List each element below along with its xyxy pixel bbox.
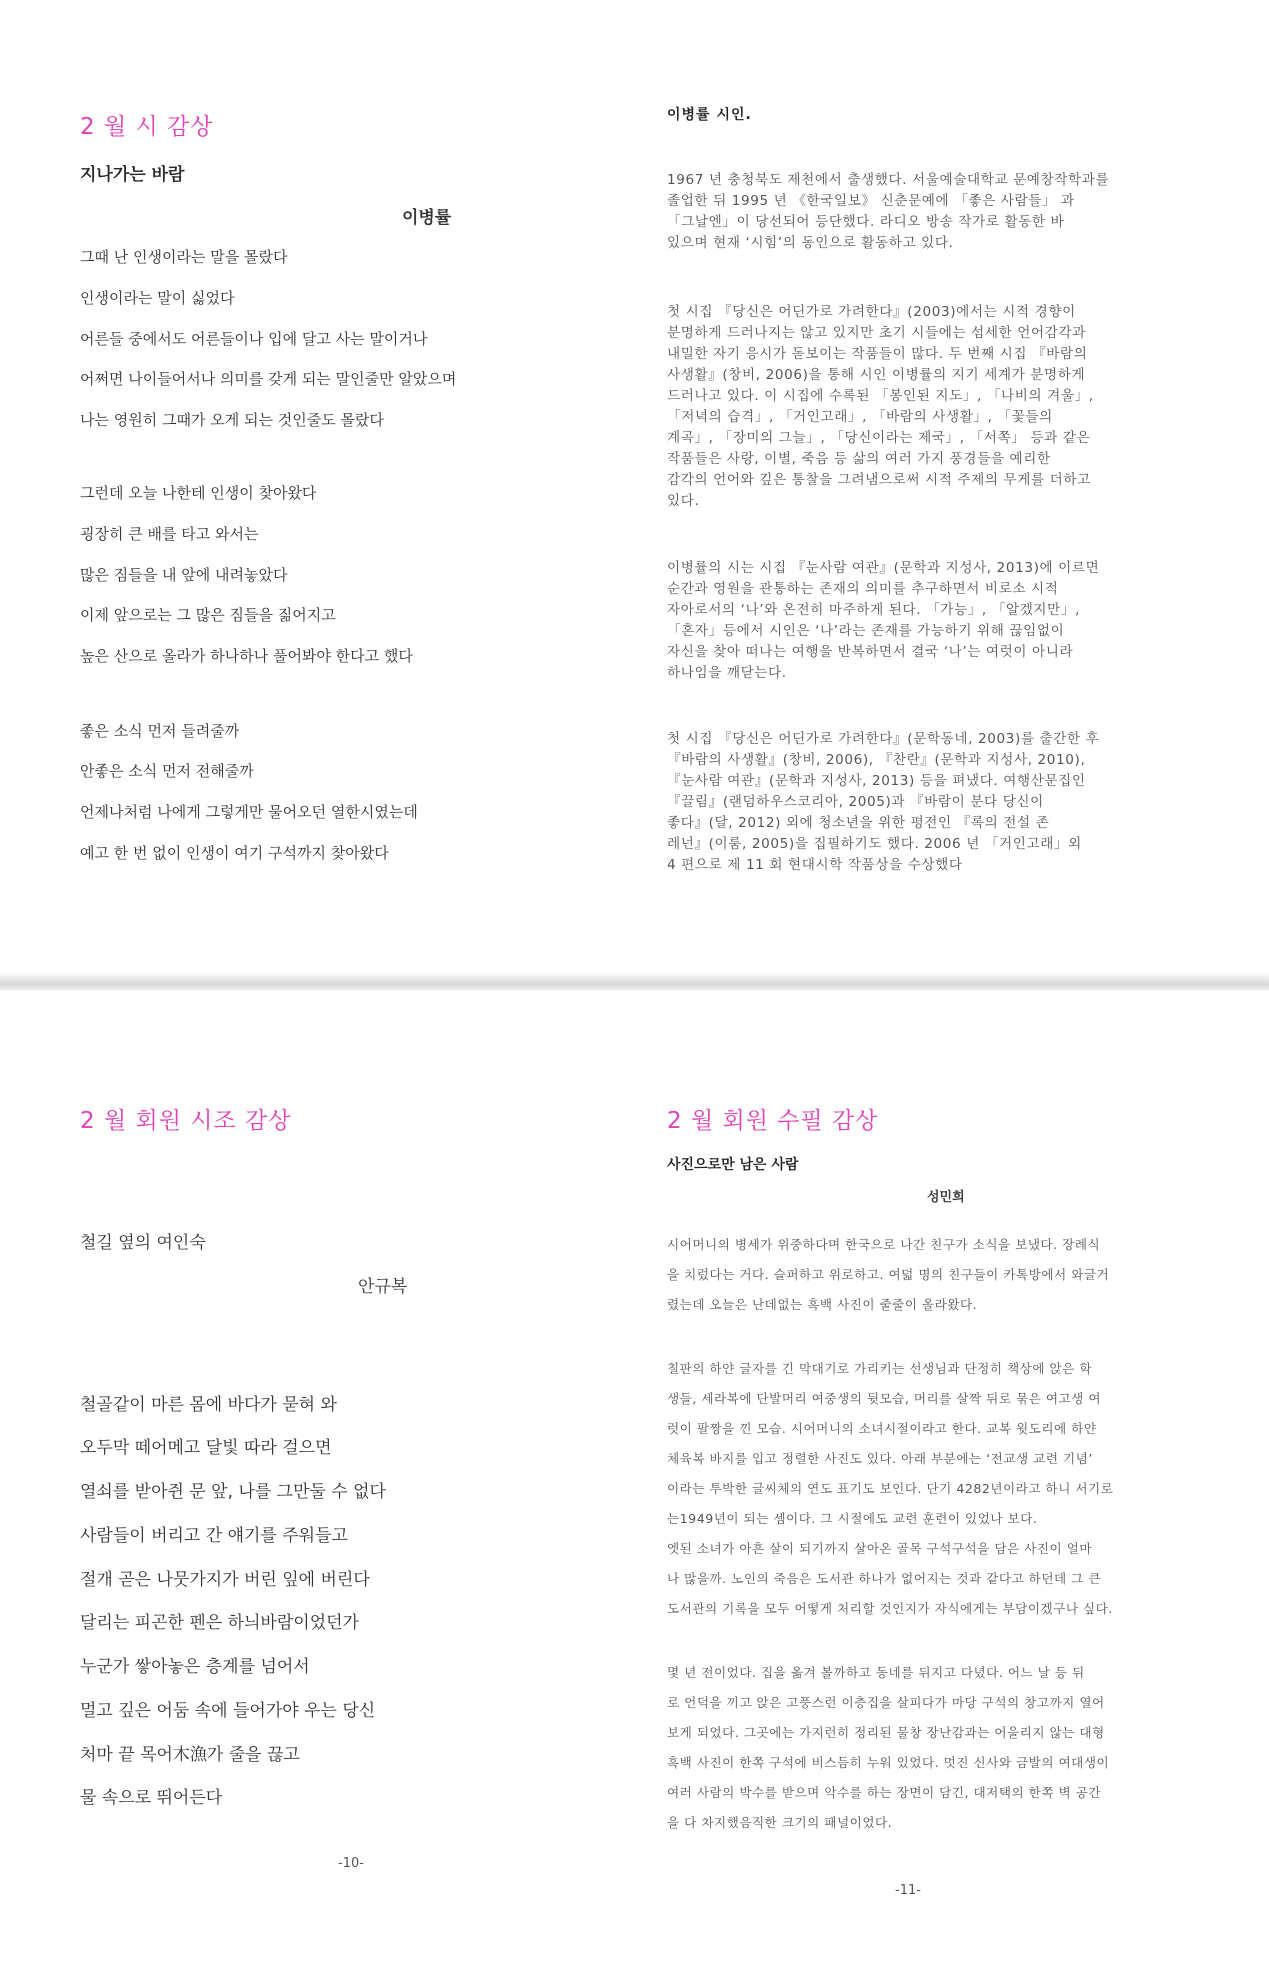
bio-paragraph-3: 이병률의 시는 시집 『눈사람 여관』(문학과 지성사, 2013)에 이르면 순간과 영원을 관통하는 존재의 의미를 추구하면서 비로소 시적 자아로서의 ‘나’와 온전히 마주하게 된다. 「가능」, 「알겠지만」, 「혼자」등에서 시인은 ‘나’라는 존재를 가능하기 위해 끊임없이 자신을 찾아 떠나는 여행을 반복하면서 결국 ‘나’는 여럿이 아니라 하나임을 깨닫는다. bbox=[667, 560, 1100, 681]
sijo-title: 철길 옆의 여인숙 bbox=[80, 1233, 206, 1253]
bottom-page-spread bbox=[0, 990, 1269, 1973]
poem-line: 언제나처럼 나에게 그렇게만 물어오던 열한시였는데 bbox=[80, 803, 418, 821]
top-page-spread bbox=[0, 0, 1269, 978]
poem-line: 좋은 소식 먼저 들려줄까 bbox=[80, 722, 240, 740]
sijo-line: 멀고 깊은 어둠 속에 들어가야 우는 당신 bbox=[80, 1701, 376, 1721]
sijo-line: 오두막 떼어메고 달빛 따라 걸으면 bbox=[80, 1438, 332, 1458]
essay-author: 성민희 bbox=[927, 1190, 965, 1205]
sijo-line: 물 속으로 뛰어든다 bbox=[80, 1788, 223, 1808]
section-title: 2 월 회원 수필 감상 bbox=[667, 1108, 879, 1134]
poem-line: 높은 산으로 올라가 하나하나 풀어봐야 한다고 했다 bbox=[80, 647, 413, 665]
sijo-column bbox=[80, 990, 600, 1973]
sijo-line: 누군가 쌓아놓은 층계를 넘어서 bbox=[80, 1657, 310, 1677]
section-title: 2 월 시 감상 bbox=[80, 114, 214, 140]
poem-line: 안좋은 소식 먼저 전해줄까 bbox=[80, 762, 254, 780]
sijo-line: 달리는 피곤한 펜은 하늬바람이었던가 bbox=[80, 1613, 359, 1633]
sijo-author: 안규복 bbox=[358, 1277, 408, 1297]
poem-line: 예고 한 번 없이 인생이 여기 구석까지 찾아왔다 bbox=[80, 844, 389, 862]
sijo-line: 절개 곧은 나뭇가지가 버린 잎에 버린다 bbox=[80, 1570, 370, 1590]
bio-paragraph-1: 1967 년 충청북도 제천에서 출생했다. 서울예술대학교 문예창작학과를 졸업한 뒤 1995 년 《한국일보》 신춘문예에 「좋은 사람들」 과 「그날엔」이 당선되어 등단했다. 라디오 방송 작가로 활동한 바 있으며 현재 ‘시힘’의 동인으로 활동하고 있다. bbox=[667, 172, 1110, 251]
poem-line: 그런데 오늘 나한테 인생이 찾아왔다 bbox=[80, 484, 317, 502]
sijo-line: 처마 끝 목어木漁가 줄을 끊고 bbox=[80, 1745, 300, 1765]
poem-title: 지나가는 바람 bbox=[80, 165, 185, 185]
essay-paragraph-3: 몇 년 전이었다. 집을 옮겨 볼까하고 동네를 뒤지고 다녔다. 어느 날 등 뒤 로 언덕을 끼고 앉은 고풍스런 이층집을 살피다가 마당 구석의 창고까지 열어 보게 되었다. 그곳에는 가지런히 정리된 물창 장난감과는 어울리지 않는 대형 흑백 사진이 한쪽 구석에 비스듬히 누워 있었다. 멋진 신사와 금발의 여대생이 여러 사람의 박수를 받으며 악수를 하는 장면이 담긴, 대저택의 한쪽 벽 공간 을 다 차지했음직한 크기의 패널이었다. bbox=[667, 1665, 1110, 1830]
sijo-line: 열쇠를 받아쥔 문 앞, 나를 그만둘 수 없다 bbox=[80, 1482, 386, 1502]
poem-line: 어른들 중에서도 어른들이나 입에 달고 사는 말이거나 bbox=[80, 330, 428, 348]
essay-paragraph-1: 시어머니의 병세가 위중하다며 한국으로 나간 친구가 소식을 보냈다. 장례식 을 치렀다는 거다. 슬퍼하고 위로하고. 여덟 명의 친구들이 카톡방에서 와글거 렸는데 오늘은 난데없는 흑백 사진이 줄줄이 올라왔다. bbox=[667, 1237, 1110, 1312]
bio-heading: 이병률 시인. bbox=[667, 107, 752, 123]
poet-bio-column bbox=[667, 0, 1207, 900]
poem-column bbox=[80, 0, 600, 900]
sijo-line: 철골같이 마른 몸에 바다가 묻혀 와 bbox=[80, 1395, 337, 1415]
page-number: -10- bbox=[338, 1856, 364, 1871]
poem-line: 이제 앞으로는 그 많은 짐들을 짊어지고 bbox=[80, 606, 336, 624]
poem-line: 많은 짐들을 내 앞에 내려놓았다 bbox=[80, 566, 288, 584]
poem-line: 인생이라는 말이 싫었다 bbox=[80, 289, 235, 307]
essay-column bbox=[667, 990, 1207, 1973]
poem-line: 굉장히 큰 배를 타고 와서는 bbox=[80, 525, 259, 543]
bio-paragraph-4: 첫 시집 『당신은 어딘가로 가려한다』(문학동네, 2003)를 출간한 후 『바람의 사생활』(창비, 2006), 『찬란』(문학과 지성사, 2010), 『눈사람 여관』(문학과 지성사, 2013) 등을 펴냈다. 여행산문집인 『끌림』(랜덤하우스코리아, 2005)과 『바람이 분다 당신이 좋다』(달, 2012) 외에 청소년을 위한 평전인 『록의 전설 존 레넌』(이룸, 2005)을 집필하기도 했다. 2006 년 「거인고래」외 4 편으로 제 11 회 현대시학 작품상을 수상했다 bbox=[667, 731, 1100, 873]
section-title: 2 월 회원 시조 감상 bbox=[80, 1108, 292, 1134]
poem-line: 어쩌면 나이들어서나 의미를 갖게 되는 말인줄만 알았으며 bbox=[80, 370, 457, 388]
essay-paragraph-2: 칠판의 하얀 글자를 긴 막대기로 가리키는 선생님과 단정히 책상에 앉은 학 생들, 세라복에 단발머리 여중생의 뒷모습, 머리를 살짝 뒤로 묶은 여고생 여 럿이 팔짱을 낀 모습. 시어머니의 소녀시절이라고 한다. 교복 윗도리에 하얀 체육복 바지를 입고 정렬한 사진도 있다. 아래 부분에는 ‘전교생 교련 기념’ 이라는 투박한 글씨체의 연도 표기도 보인다. 단기 4282년이라고 하니 서기로 는1949년이 되는 셈이다. 그 시절에도 교련 훈련이 있었나 보다. 엣된 소녀가 아흔 살이 되기까지 살아온 골목 구석구석을 담은 사진이 얼마 나 많을까. 노인의 죽음은 도서관 하나가 없어지는 것과 같다고 하던데 그 큰 도서관의 기록을 모두 어떻게 처리할 것인지가 자식에게는 부담이겠구나 싶다. bbox=[667, 1361, 1114, 1616]
page-number: -11- bbox=[895, 1883, 921, 1898]
sijo-line: 사람들이 버리고 간 얘기를 주워들고 bbox=[80, 1526, 348, 1546]
bio-paragraph-2: 첫 시집 『당신은 어딘가로 가려한다』(2003)에서는 시적 경향이 분명하게 드러나지는 않고 있지만 초기 시들에는 섬세한 언어감각과 내밀한 자기 응시가 돋보이는 작품들이 많다. 두 번째 시집 『바람의 사생활』(창비, 2006)을 통해 시인 이병률의 지기 세계가 분명하게 드러나고 있다. 이 시집에 수록된 「봉인된 지도」, 「나비의 겨울」, 「저녁의 습격」, 「거인고래」, 「바람의 사생활」, 「꽃들의 계곡」, 「장미의 그늘」, 「당신이라는 제국」, 「서쪽」 등과 같은 작품들은 사랑, 이별, 죽음 등 삶의 여러 가지 풍경들을 예리한 감각의 언어와 깊은 통찰을 그려냄으로써 시적 주제의 무게를 더하고 있다. bbox=[667, 304, 1094, 509]
essay-title: 사진으로만 남은 사람 bbox=[667, 1157, 799, 1173]
poem-line: 그때 난 인생이라는 말을 몰랐다 bbox=[80, 248, 288, 266]
poem-author: 이병률 bbox=[402, 208, 452, 228]
poem-line: 나는 영원히 그때가 오게 되는 것인줄도 몰랐다 bbox=[80, 411, 384, 429]
